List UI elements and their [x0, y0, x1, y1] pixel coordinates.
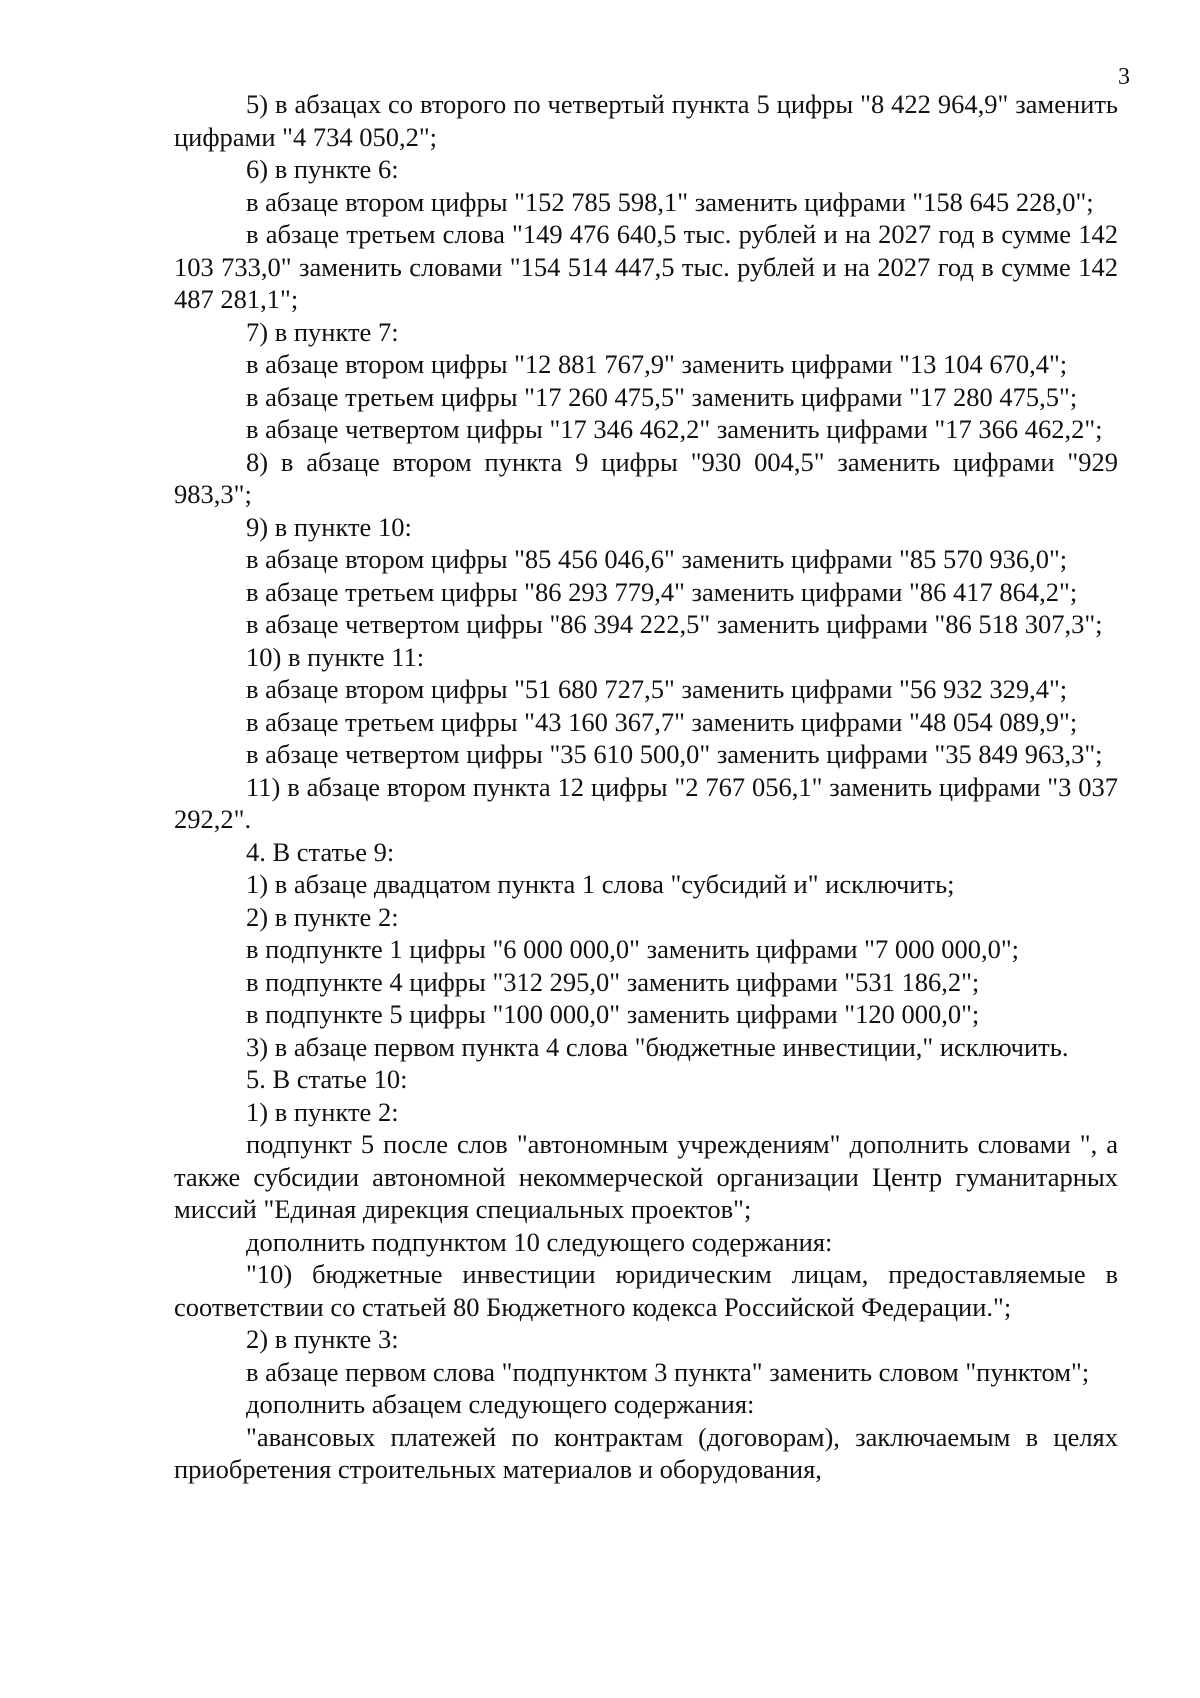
paragraph: 11) в абзаце втором пункта 12 цифры "2 767 056,1" заменить цифрами "3 037 292,2".	[174, 771, 1118, 834]
paragraph: 5) в абзацах со второго по четвертый пункта 5 цифры "8 422 964,9" заменить цифрами "4 734 050,2";	[174, 89, 1118, 152]
paragraph: в абзаце третьем цифры "86 293 779,4" заменить цифрами "86 417 864,2";	[246, 576, 1078, 607]
paragraph: в абзаце четвертом цифры "17 346 462,2" заменить цифрами "17 366 462,2";	[246, 414, 1103, 444]
paragraph: в подпункте 5 цифры "100 000,0" заменить цифрами "120 000,0";	[246, 999, 980, 1029]
paragraph: дополнить подпунктом 10 следующего содержания:	[246, 1226, 833, 1257]
paragraph: 2) в пункте 3:	[246, 1324, 399, 1354]
paragraph: подпункт 5 после слов "автономным учреждениям" дополнить словами ", а также субсидии автономной некоммерческой организации Центр гуманитарных миссий "Единая дирекция специальных проектов";	[174, 1129, 1118, 1224]
paragraph: "авансовых платежей по контрактам (договорам), заключаемым в целях приобретения строительных материалов и оборудования,	[174, 1421, 1118, 1484]
paragraph: "10) бюджетные инвестиции юридическим лицам, предоставляемые в соответствии со статьей 80 Бюджетного кодекса Российской Федерации.";	[174, 1259, 1118, 1322]
paragraph: в абзаце четвертом цифры "86 394 222,5" заменить цифрами "86 518 307,3";	[246, 609, 1103, 639]
paragraph: 4. В статье 9:	[246, 836, 395, 867]
paragraph: в абзаце втором цифры "51 680 727,5" заменить цифрами "56 932 329,4";	[246, 674, 1068, 704]
paragraph: 1) в абзаце двадцатом пункта 1 слова "субсидий и" исключить;	[246, 869, 955, 899]
document-body	[174, 88, 1118, 1486]
paragraph: 2) в пункте 2:	[246, 901, 399, 932]
page-number: 3	[1118, 64, 1130, 90]
paragraph: в абзаце первом слова "подпунктом 3 пункта" заменить словом "пунктом";	[246, 1356, 1090, 1387]
paragraph: дополнить абзацем следующего содержания:	[246, 1389, 755, 1419]
paragraph: в абзаце втором цифры "85 456 046,6" заменить цифрами "85 570 936,0";	[246, 544, 1068, 574]
paragraph: 3) в абзаце первом пункта 4 слова "бюджетные инвестиции," исключить.	[246, 1031, 1069, 1062]
paragraph: в подпункте 4 цифры "312 295,0" заменить цифрами "531 186,2";	[246, 966, 980, 997]
paragraph: 6) в пункте 6:	[246, 154, 399, 184]
paragraph: в абзаце третьем слова "149 476 640,5 тыс. рублей и на 2027 год в сумме 142 103 733,0" заменить словами "154 514 447,5 тыс. рублей и на 2027 год в сумме 142 487 281,1";	[174, 219, 1118, 314]
paragraph: 8) в абзаце втором пункта 9 цифры "930 004,5" заменить цифрами "929 983,3";	[174, 446, 1118, 509]
paragraph: в абзаце третьем цифры "43 160 367,7" заменить цифрами "48 054 089,9";	[246, 706, 1078, 737]
paragraph: 10) в пункте 11:	[246, 641, 425, 672]
paragraph: в подпункте 1 цифры "6 000 000,0" заменить цифрами "7 000 000,0";	[246, 934, 1020, 964]
paragraph: в абзаце третьем цифры "17 260 475,5" заменить цифрами "17 280 475,5";	[246, 381, 1078, 412]
paragraph: 1) в пункте 2:	[246, 1096, 399, 1127]
paragraph: 7) в пункте 7:	[246, 316, 399, 347]
paragraph: 9) в пункте 10:	[246, 511, 412, 542]
paragraph: в абзаце четвертом цифры "35 610 500,0" заменить цифрами "35 849 963,3";	[246, 739, 1103, 769]
paragraph: в абзаце втором цифры "152 785 598,1" заменить цифрами "158 645 228,0";	[246, 186, 1094, 217]
paragraph: 5. В статье 10:	[246, 1064, 408, 1094]
paragraph: в абзаце втором цифры "12 881 767,9" заменить цифрами "13 104 670,4";	[246, 349, 1068, 379]
